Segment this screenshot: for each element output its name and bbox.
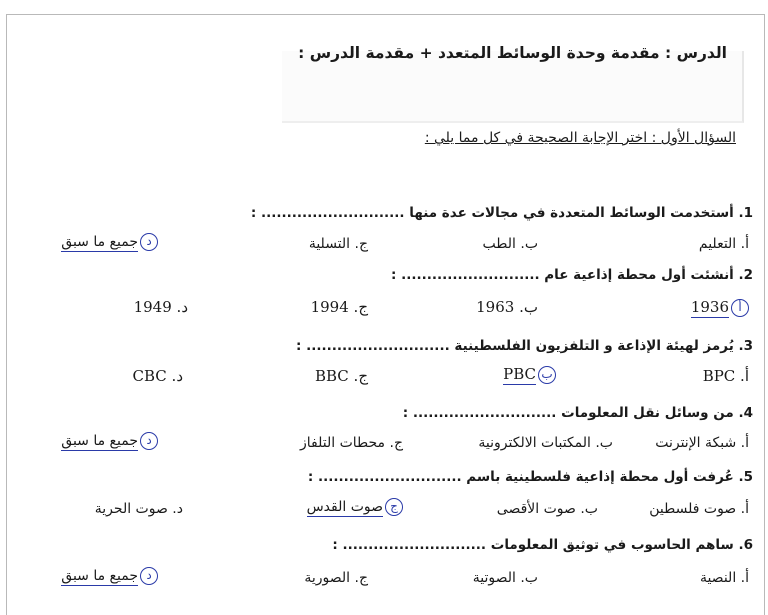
q1-option-b: ب. الطب [482,236,538,252]
q3-selected-text: PBC [503,365,536,383]
question-4: 4. من وسائل نقل المعلومات ............................ : [402,405,753,421]
q4-option-c: ج. محطات التلفاز [300,435,403,451]
q2-selected-text: 1936 [690,298,729,316]
q2-selected-circle: أ [731,299,749,317]
q6-option-b: ب. الصوتية [472,570,538,586]
q2-option-c: ج. 1994 [310,298,368,316]
section-heading: السؤال الأول : اختر الإجابة الصحيحة في كل مما يلي : [424,130,736,146]
question-5: 5. عُرفت أول محطة إذاعية فلسطينية باسم ............................ : [307,469,753,485]
q2-option-a-selected [691,298,749,317]
q4-option-b: ب. المكتبات الالكترونية [478,435,613,451]
q6-selected-circle: د [140,567,158,585]
q6-option-d-selected [61,567,158,585]
q6-selected-text: جميع ما سبق [61,568,138,584]
q1-selected-circle: د [140,233,158,251]
q1-option-c: ج. التسلية [308,236,368,252]
q1-option-a: أ. التعليم [698,236,749,252]
q4-selected-text: جميع ما سبق [61,433,138,449]
q5-selected-circle: ج [385,498,403,516]
q3-option-d: د. CBC [132,367,183,385]
question-1: 1. أستخدمت الوسائط المتعددة في مجالات عدة منها ............................ : [250,205,753,221]
q5-option-a: أ. صوت فلسطين [649,501,749,517]
q5-selected-text: صوت القدس [306,499,383,515]
q4-option-a: أ. شبكة الإنترنت [655,435,749,451]
worksheet-page [6,14,765,615]
q6-option-a: أ. النصية [699,570,749,586]
q2-option-d: د. 1949 [133,298,188,316]
lesson-title: الدرس : مقدمة وحدة الوسائط المتعدد + مقدمة الدرس : [298,44,727,62]
q3-option-a: أ. BPC [702,367,749,385]
q3-selected-circle: ب [538,366,556,384]
q3-option-c: ج. BBC [314,367,368,385]
question-2: 2. أنشئت أول محطة إذاعية عام ........................... : [391,267,753,283]
question-6: 6. ساهم الحاسوب في توثيق المعلومات ............................ : [332,537,753,553]
q2-option-b: ب. 1963 [476,298,538,316]
q5-option-d: د. صوت الحرية [94,501,183,517]
q4-option-d-selected [61,432,158,450]
q1-option-d-selected [61,233,158,251]
q3-option-b-selected [503,365,556,384]
q4-selected-circle: د [140,432,158,450]
q1-selected-text: جميع ما سبق [61,234,138,250]
q5-option-b: ب. صوت الأقصى [496,501,598,517]
q5-option-c-selected [307,498,403,516]
q6-option-c: ج. الصورية [304,570,368,586]
question-3: 3. يُرمز لهيئة الإذاعة و التلفزيون الفلسطينية ............................ : [296,338,753,354]
